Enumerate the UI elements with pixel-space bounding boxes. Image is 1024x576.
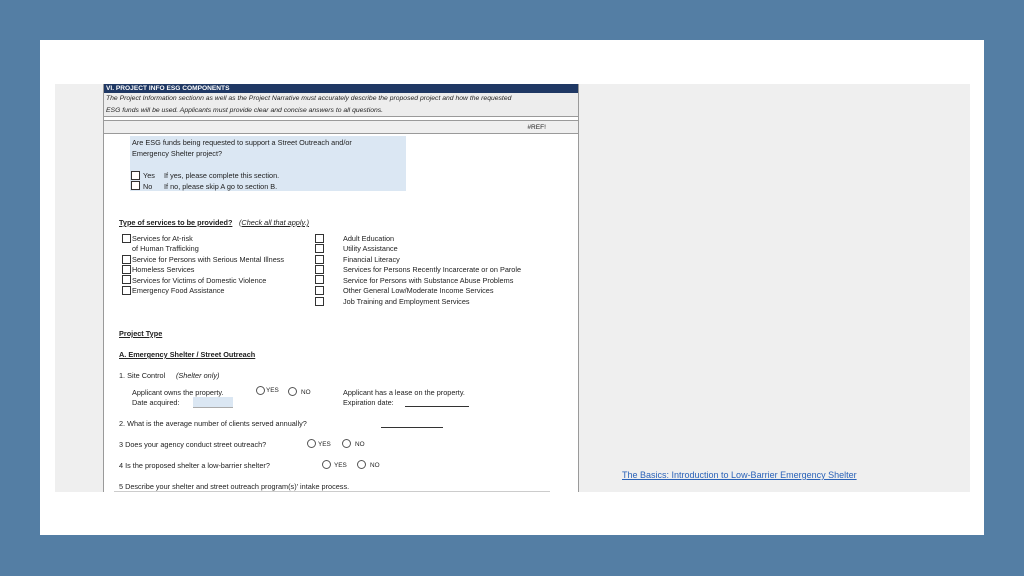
service-checkbox[interactable]	[122, 275, 131, 284]
application-form	[103, 84, 579, 492]
service-left-3: Service for Persons with Serious Mental Illness	[132, 255, 285, 264]
services-note: (Check all that apply.)	[239, 218, 310, 227]
q1-owns: Applicant owns the property.	[132, 388, 224, 397]
service-right-4: Services for Persons Recently Incarcerate or on Parole	[343, 265, 522, 274]
clients-served-field[interactable]	[381, 427, 443, 428]
intro-line-2: ESG funds will be used. Applicants must provide clear and concise answers to all questions.	[106, 106, 384, 114]
section-a-heading: A. Emergency Shelter / Street Outreach	[119, 350, 256, 359]
no-label: No	[143, 182, 153, 191]
service-checkbox[interactable]	[315, 255, 324, 264]
q1-yes-label: YES	[266, 387, 279, 394]
service-checkbox[interactable]	[315, 265, 324, 274]
service-checkbox[interactable]	[122, 286, 131, 295]
service-right-1: Adult Education	[343, 234, 395, 243]
low-barrier-shelter-link[interactable]: The Basics: Introduction to Low-Barrier Emergency Shelter	[622, 470, 857, 480]
service-right-3: Financial Literacy	[343, 255, 400, 264]
ref-error: #REF!	[527, 124, 546, 131]
q1-lease: Applicant has a lease on the property.	[343, 388, 465, 397]
section-intro	[104, 93, 578, 117]
q3-yes-radio[interactable]	[307, 439, 316, 448]
q4-yes-radio[interactable]	[322, 460, 331, 469]
service-right-6: Other General Low/Moderate Income Services	[343, 286, 494, 295]
no-note: If no, please skip A go to section B.	[164, 182, 278, 191]
q2-label: 2. What is the average number of clients served annually?	[119, 419, 307, 428]
q1-date-acquired: Date acquired:	[132, 398, 180, 407]
q4-no-radio[interactable]	[357, 460, 366, 469]
service-left-4: Homeless Services	[132, 265, 195, 274]
q1-note: (Shelter only)	[176, 371, 220, 380]
no-checkbox[interactable]	[131, 181, 140, 190]
q3-yes-label: YES	[318, 441, 331, 448]
q4-no-label: NO	[370, 462, 380, 469]
esg-question-line-1: Are ESG funds being requested to support a Street Outreach and/or	[132, 138, 352, 147]
date-acquired-field[interactable]	[193, 397, 233, 408]
q1-expiration: Expiration date:	[343, 398, 394, 407]
q1-no-label: NO	[301, 389, 311, 396]
service-checkbox[interactable]	[315, 286, 324, 295]
expiration-date-field[interactable]	[405, 406, 469, 407]
yes-label: Yes	[143, 171, 155, 180]
q4-label: 4 Is the proposed shelter a low-barrier shelter?	[119, 461, 270, 470]
service-right-7: Job Training and Employment Services	[343, 297, 470, 306]
q1-yes-radio[interactable]	[256, 386, 265, 395]
service-checkbox[interactable]	[315, 234, 324, 243]
service-left-1: Services for At-risk	[132, 234, 193, 243]
service-checkbox[interactable]	[122, 255, 131, 264]
q5-divider	[114, 491, 550, 492]
section-header: VI. PROJECT INFO ESG COMPONENTS	[104, 84, 578, 93]
q3-label: 3 Does your agency conduct street outreach?	[119, 440, 267, 449]
service-right-2: Utility Assistance	[343, 244, 398, 253]
yes-checkbox[interactable]	[131, 171, 140, 180]
service-left-6: Emergency Food Assistance	[132, 286, 225, 295]
q4-yes-label: YES	[334, 462, 347, 469]
q3-no-label: NO	[355, 441, 365, 448]
ref-bar	[104, 120, 578, 134]
service-right-5: Service for Persons with Substance Abuse Problems	[343, 276, 514, 285]
service-checkbox[interactable]	[122, 265, 131, 274]
service-checkbox[interactable]	[122, 234, 131, 243]
service-left-2: of Human Trafficking	[132, 244, 199, 253]
service-checkbox[interactable]	[315, 275, 324, 284]
yes-note: If yes, please complete this section.	[164, 171, 280, 180]
service-checkbox[interactable]	[315, 244, 324, 253]
service-checkbox[interactable]	[315, 297, 324, 306]
q3-no-radio[interactable]	[342, 439, 351, 448]
services-title: Type of services to be provided?	[119, 218, 233, 227]
intro-line-1: The Project Information sectionn as well as the Project Narrative must accurately describe the proposed project and how the requested	[106, 95, 512, 102]
project-type-heading: Project Type	[119, 329, 163, 338]
q1-label: 1. Site Control	[119, 371, 166, 380]
q1-no-radio[interactable]	[288, 387, 297, 396]
esg-question-line-2: Emergency Shelter project?	[132, 149, 223, 158]
q5-label: 5 Describe your shelter and street outreach program(s)' intake process.	[119, 482, 350, 491]
service-left-5: Services for Victims of Domestic Violence	[132, 276, 267, 285]
